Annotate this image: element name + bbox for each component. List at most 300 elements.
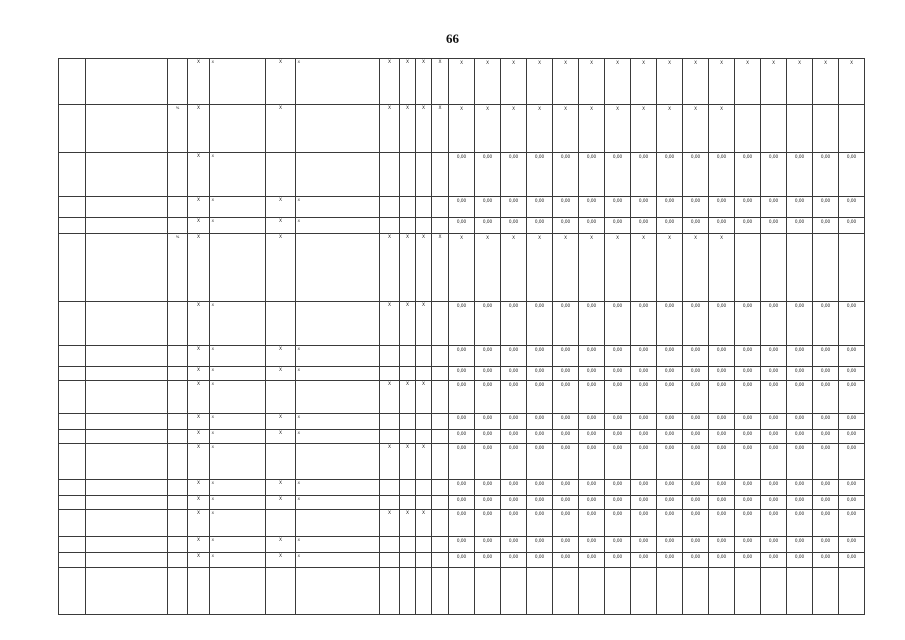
value-cell: 0,00	[735, 346, 761, 367]
unit-cell	[168, 568, 188, 615]
value-cell: 0,00	[787, 346, 813, 367]
value-cell: 0,00	[501, 153, 527, 197]
value-cell: 0,00	[553, 197, 579, 218]
value-cell: X	[553, 105, 579, 153]
value-cell: 0,00	[579, 430, 605, 444]
value-cell: 0,00	[579, 510, 605, 537]
value-cell: 0,00	[449, 153, 475, 197]
value-cell	[657, 568, 683, 615]
value-cell: 0,00	[449, 553, 475, 568]
row-code-cell	[59, 367, 86, 381]
marker-cell	[380, 496, 400, 510]
value-cell: 0,00	[657, 218, 683, 234]
marker-cell	[416, 553, 432, 568]
marker-cell: X	[188, 234, 210, 302]
value-cell: 0,00	[813, 381, 839, 414]
value-cell	[787, 568, 813, 615]
value-cell: 0,00	[709, 444, 735, 480]
value-cell: 0,00	[501, 444, 527, 480]
value-cell: 0,00	[605, 496, 631, 510]
marker-cell	[400, 430, 416, 444]
value-cell: 0,00	[787, 197, 813, 218]
value-cell: 0,00	[449, 444, 475, 480]
value-cell: 0,00	[813, 218, 839, 234]
value-cell: 0,00	[657, 381, 683, 414]
value-cell: 0,00	[501, 381, 527, 414]
value-cell: 0,00	[813, 510, 839, 537]
value-cell: 0,00	[501, 496, 527, 510]
marker-cell: X	[400, 234, 416, 302]
value-cell	[839, 568, 865, 615]
marker-cell	[432, 430, 449, 444]
marker-cell	[380, 537, 400, 553]
value-cell	[813, 568, 839, 615]
value-cell: 0,00	[501, 430, 527, 444]
marker-cell: X	[188, 59, 210, 105]
marker-cell: X	[432, 105, 449, 153]
marker-cell	[432, 381, 449, 414]
value-cell	[761, 568, 787, 615]
marker-cell: X	[416, 302, 432, 346]
marker-cell	[400, 153, 416, 197]
value-cell: 0,00	[657, 302, 683, 346]
row-code-cell	[59, 510, 86, 537]
row-description-cell	[86, 105, 168, 153]
marker-cell	[416, 430, 432, 444]
value-cell: 0,00	[709, 537, 735, 553]
value-cell: 0,00	[605, 510, 631, 537]
value-cell	[787, 234, 813, 302]
marker-cell	[400, 346, 416, 367]
table-row	[59, 234, 865, 302]
value-cell: 0,00	[475, 302, 501, 346]
value-cell	[787, 105, 813, 153]
value-cell: X	[761, 59, 787, 105]
marker-cell: X	[210, 302, 266, 346]
row-code-cell	[59, 302, 86, 346]
value-cell: 0,00	[787, 496, 813, 510]
marker-cell	[296, 302, 380, 346]
unit-cell	[168, 218, 188, 234]
value-cell: X	[709, 234, 735, 302]
value-cell: 0,00	[657, 496, 683, 510]
value-cell: 0,00	[475, 430, 501, 444]
marker-cell: X	[400, 510, 416, 537]
value-cell: 0,00	[683, 480, 709, 496]
marker-cell: X	[296, 537, 380, 553]
table-row	[59, 105, 865, 153]
row-description-cell	[86, 553, 168, 568]
marker-cell	[210, 234, 266, 302]
value-cell: X	[579, 234, 605, 302]
value-cell: 0,00	[787, 381, 813, 414]
value-cell: 0,00	[787, 414, 813, 430]
marker-cell: X	[266, 553, 296, 568]
value-cell: 0,00	[683, 197, 709, 218]
marker-cell	[380, 568, 400, 615]
value-cell: 0,00	[735, 153, 761, 197]
value-cell: 0,00	[527, 480, 553, 496]
marker-cell: X	[210, 197, 266, 218]
unit-cell	[168, 59, 188, 105]
unit-cell	[168, 430, 188, 444]
table-row	[59, 444, 865, 480]
marker-cell: X	[210, 537, 266, 553]
value-cell: 0,00	[475, 381, 501, 414]
value-cell: X	[579, 59, 605, 105]
value-cell: 0,00	[761, 444, 787, 480]
value-cell: 0,00	[657, 430, 683, 444]
unit-cell: %	[168, 105, 188, 153]
value-cell: 0,00	[709, 414, 735, 430]
value-cell: 0,00	[553, 414, 579, 430]
value-cell: 0,00	[657, 480, 683, 496]
row-code-cell	[59, 568, 86, 615]
value-cell: 0,00	[475, 367, 501, 381]
value-cell: 0,00	[631, 302, 657, 346]
value-cell: 0,00	[527, 430, 553, 444]
value-cell: 0,00	[657, 367, 683, 381]
marker-cell	[380, 346, 400, 367]
value-cell: 0,00	[839, 153, 865, 197]
value-cell: X	[527, 105, 553, 153]
marker-cell: X	[188, 444, 210, 480]
value-cell: 0,00	[657, 553, 683, 568]
value-cell: 0,00	[553, 537, 579, 553]
value-cell	[683, 568, 709, 615]
value-cell: 0,00	[735, 218, 761, 234]
value-cell: 0,00	[527, 197, 553, 218]
value-cell: X	[501, 234, 527, 302]
value-cell: 0,00	[839, 480, 865, 496]
value-cell: X	[813, 59, 839, 105]
value-cell: 0,00	[631, 367, 657, 381]
value-cell: 0,00	[683, 367, 709, 381]
value-cell: 0,00	[553, 302, 579, 346]
marker-cell	[416, 480, 432, 496]
value-cell: 0,00	[683, 346, 709, 367]
value-cell: 0,00	[839, 197, 865, 218]
unit-cell	[168, 153, 188, 197]
marker-cell: X	[380, 234, 400, 302]
marker-cell: X	[266, 480, 296, 496]
marker-cell	[432, 537, 449, 553]
marker-cell	[400, 496, 416, 510]
value-cell: X	[657, 59, 683, 105]
value-cell: X	[657, 234, 683, 302]
marker-cell: X	[296, 430, 380, 444]
marker-cell	[400, 218, 416, 234]
marker-cell	[432, 302, 449, 346]
value-cell: X	[553, 234, 579, 302]
value-cell: 0,00	[813, 346, 839, 367]
value-cell: X	[631, 234, 657, 302]
value-cell: 0,00	[709, 218, 735, 234]
marker-cell: X	[400, 444, 416, 480]
value-cell: 0,00	[501, 197, 527, 218]
marker-cell: X	[210, 553, 266, 568]
value-cell: 0,00	[839, 302, 865, 346]
marker-cell	[266, 510, 296, 537]
value-cell: X	[787, 59, 813, 105]
value-cell: 0,00	[579, 537, 605, 553]
row-description-cell	[86, 234, 168, 302]
value-cell: 0,00	[839, 444, 865, 480]
row-description-cell	[86, 381, 168, 414]
value-cell	[475, 568, 501, 615]
value-cell: 0,00	[605, 302, 631, 346]
table-row	[59, 537, 865, 553]
row-description-cell	[86, 414, 168, 430]
value-cell: 0,00	[475, 496, 501, 510]
marker-cell	[400, 553, 416, 568]
marker-cell	[266, 444, 296, 480]
value-cell: 0,00	[605, 444, 631, 480]
value-cell: 0,00	[761, 510, 787, 537]
value-cell: 0,00	[657, 537, 683, 553]
value-cell: 0,00	[839, 430, 865, 444]
value-cell: X	[605, 59, 631, 105]
table-row	[59, 496, 865, 510]
marker-cell	[432, 480, 449, 496]
marker-cell: X	[380, 105, 400, 153]
marker-cell	[416, 218, 432, 234]
value-cell: 0,00	[605, 537, 631, 553]
value-cell: 0,00	[787, 302, 813, 346]
value-cell: 0,00	[449, 510, 475, 537]
value-cell: 0,00	[579, 553, 605, 568]
value-cell: 0,00	[449, 537, 475, 553]
marker-cell	[380, 218, 400, 234]
marker-cell: X	[400, 302, 416, 346]
marker-cell: X	[188, 218, 210, 234]
marker-cell	[416, 153, 432, 197]
value-cell: X	[683, 105, 709, 153]
value-cell: 0,00	[813, 197, 839, 218]
marker-cell	[432, 414, 449, 430]
unit-cell	[168, 367, 188, 381]
value-cell: 0,00	[839, 496, 865, 510]
value-cell: 0,00	[735, 414, 761, 430]
value-cell: 0,00	[761, 537, 787, 553]
marker-cell	[432, 218, 449, 234]
marker-cell: X	[296, 480, 380, 496]
value-cell: 0,00	[553, 367, 579, 381]
value-cell: 0,00	[449, 430, 475, 444]
value-cell	[761, 105, 787, 153]
value-cell: 0,00	[683, 153, 709, 197]
table-row	[59, 346, 865, 367]
value-cell: 0,00	[709, 367, 735, 381]
marker-cell	[296, 568, 380, 615]
marker-cell: X	[416, 444, 432, 480]
marker-cell	[432, 496, 449, 510]
value-cell: 0,00	[761, 302, 787, 346]
value-cell: 0,00	[553, 444, 579, 480]
marker-cell: X	[188, 302, 210, 346]
table-row	[59, 510, 865, 537]
marker-cell: X	[210, 346, 266, 367]
marker-cell: X	[188, 197, 210, 218]
value-cell	[553, 568, 579, 615]
marker-cell: X	[416, 381, 432, 414]
value-cell: 0,00	[631, 553, 657, 568]
marker-cell	[210, 568, 266, 615]
marker-cell: X	[432, 59, 449, 105]
row-code-cell	[59, 381, 86, 414]
marker-cell: X	[380, 381, 400, 414]
row-code-cell	[59, 153, 86, 197]
row-code-cell	[59, 480, 86, 496]
value-cell: 0,00	[605, 218, 631, 234]
value-cell: X	[839, 59, 865, 105]
value-cell: 0,00	[787, 367, 813, 381]
value-cell: X	[605, 105, 631, 153]
value-cell: 0,00	[553, 346, 579, 367]
value-cell: 0,00	[449, 480, 475, 496]
value-cell	[761, 234, 787, 302]
marker-cell: X	[266, 197, 296, 218]
value-cell: 0,00	[657, 444, 683, 480]
value-cell: 0,00	[683, 430, 709, 444]
value-cell	[839, 105, 865, 153]
marker-cell: X	[266, 414, 296, 430]
marker-cell: X	[266, 537, 296, 553]
marker-cell: X	[188, 496, 210, 510]
row-description-cell	[86, 346, 168, 367]
marker-cell: X	[296, 197, 380, 218]
value-cell	[631, 568, 657, 615]
value-cell: 0,00	[813, 496, 839, 510]
value-cell: 0,00	[631, 218, 657, 234]
marker-cell: X	[210, 444, 266, 480]
marker-cell	[266, 302, 296, 346]
value-cell: 0,00	[813, 537, 839, 553]
marker-cell	[380, 153, 400, 197]
value-cell: X	[735, 59, 761, 105]
value-cell: 0,00	[709, 302, 735, 346]
marker-cell: X	[188, 430, 210, 444]
marker-cell: X	[210, 414, 266, 430]
value-cell: 0,00	[553, 496, 579, 510]
value-cell: 0,00	[449, 197, 475, 218]
value-cell: 0,00	[579, 218, 605, 234]
table-row	[59, 480, 865, 496]
value-cell: 0,00	[839, 218, 865, 234]
value-cell: 0,00	[475, 444, 501, 480]
marker-cell	[296, 234, 380, 302]
value-cell: 0,00	[761, 346, 787, 367]
table-row	[59, 414, 865, 430]
row-code-cell	[59, 234, 86, 302]
value-cell	[839, 234, 865, 302]
value-cell: 0,00	[527, 553, 553, 568]
value-cell: 0,00	[579, 496, 605, 510]
marker-cell: X	[380, 510, 400, 537]
marker-cell	[432, 568, 449, 615]
value-cell: 0,00	[527, 367, 553, 381]
marker-cell	[380, 480, 400, 496]
marker-cell	[416, 568, 432, 615]
value-cell: 0,00	[501, 553, 527, 568]
value-cell: X	[449, 234, 475, 302]
value-cell: X	[631, 105, 657, 153]
value-cell: 0,00	[709, 197, 735, 218]
value-cell: 0,00	[553, 510, 579, 537]
marker-cell: X	[416, 510, 432, 537]
value-cell: 0,00	[527, 346, 553, 367]
unit-cell	[168, 302, 188, 346]
marker-cell	[380, 553, 400, 568]
marker-cell: X	[432, 234, 449, 302]
program-table	[58, 58, 865, 615]
value-cell: 0,00	[683, 537, 709, 553]
value-cell: X	[475, 59, 501, 105]
value-cell: 0,00	[709, 430, 735, 444]
value-cell: 0,00	[605, 197, 631, 218]
value-cell: X	[527, 234, 553, 302]
table-row	[59, 430, 865, 444]
value-cell: 0,00	[787, 218, 813, 234]
row-code-cell	[59, 59, 86, 105]
value-cell: 0,00	[501, 346, 527, 367]
marker-cell	[210, 105, 266, 153]
marker-cell: X	[416, 234, 432, 302]
marker-cell: X	[266, 59, 296, 105]
value-cell: X	[631, 59, 657, 105]
row-description-cell	[86, 510, 168, 537]
value-cell: X	[553, 59, 579, 105]
value-cell: 0,00	[449, 496, 475, 510]
marker-cell	[432, 444, 449, 480]
marker-cell: X	[400, 59, 416, 105]
marker-cell	[266, 568, 296, 615]
marker-cell: X	[296, 553, 380, 568]
value-cell: 0,00	[735, 302, 761, 346]
value-cell: 0,00	[761, 496, 787, 510]
row-code-cell	[59, 537, 86, 553]
value-cell: 0,00	[631, 346, 657, 367]
row-description-cell	[86, 218, 168, 234]
marker-cell: X	[296, 414, 380, 430]
unit-cell	[168, 537, 188, 553]
value-cell: 0,00	[735, 444, 761, 480]
value-cell: 0,00	[605, 414, 631, 430]
value-cell: X	[683, 234, 709, 302]
value-cell: 0,00	[501, 537, 527, 553]
value-cell: 0,00	[709, 510, 735, 537]
row-code-cell	[59, 553, 86, 568]
value-cell: 0,00	[813, 480, 839, 496]
marker-cell	[380, 197, 400, 218]
marker-cell: X	[188, 553, 210, 568]
value-cell: 0,00	[527, 302, 553, 346]
value-cell	[501, 568, 527, 615]
value-cell: 0,00	[683, 510, 709, 537]
value-cell: 0,00	[839, 553, 865, 568]
row-description-cell	[86, 59, 168, 105]
value-cell: 0,00	[449, 414, 475, 430]
value-cell	[527, 568, 553, 615]
value-cell: 0,00	[501, 414, 527, 430]
marker-cell	[400, 197, 416, 218]
value-cell: 0,00	[475, 346, 501, 367]
value-cell: 0,00	[683, 302, 709, 346]
value-cell	[735, 105, 761, 153]
value-cell: 0,00	[449, 367, 475, 381]
value-cell: 0,00	[579, 381, 605, 414]
value-cell: 0,00	[683, 414, 709, 430]
